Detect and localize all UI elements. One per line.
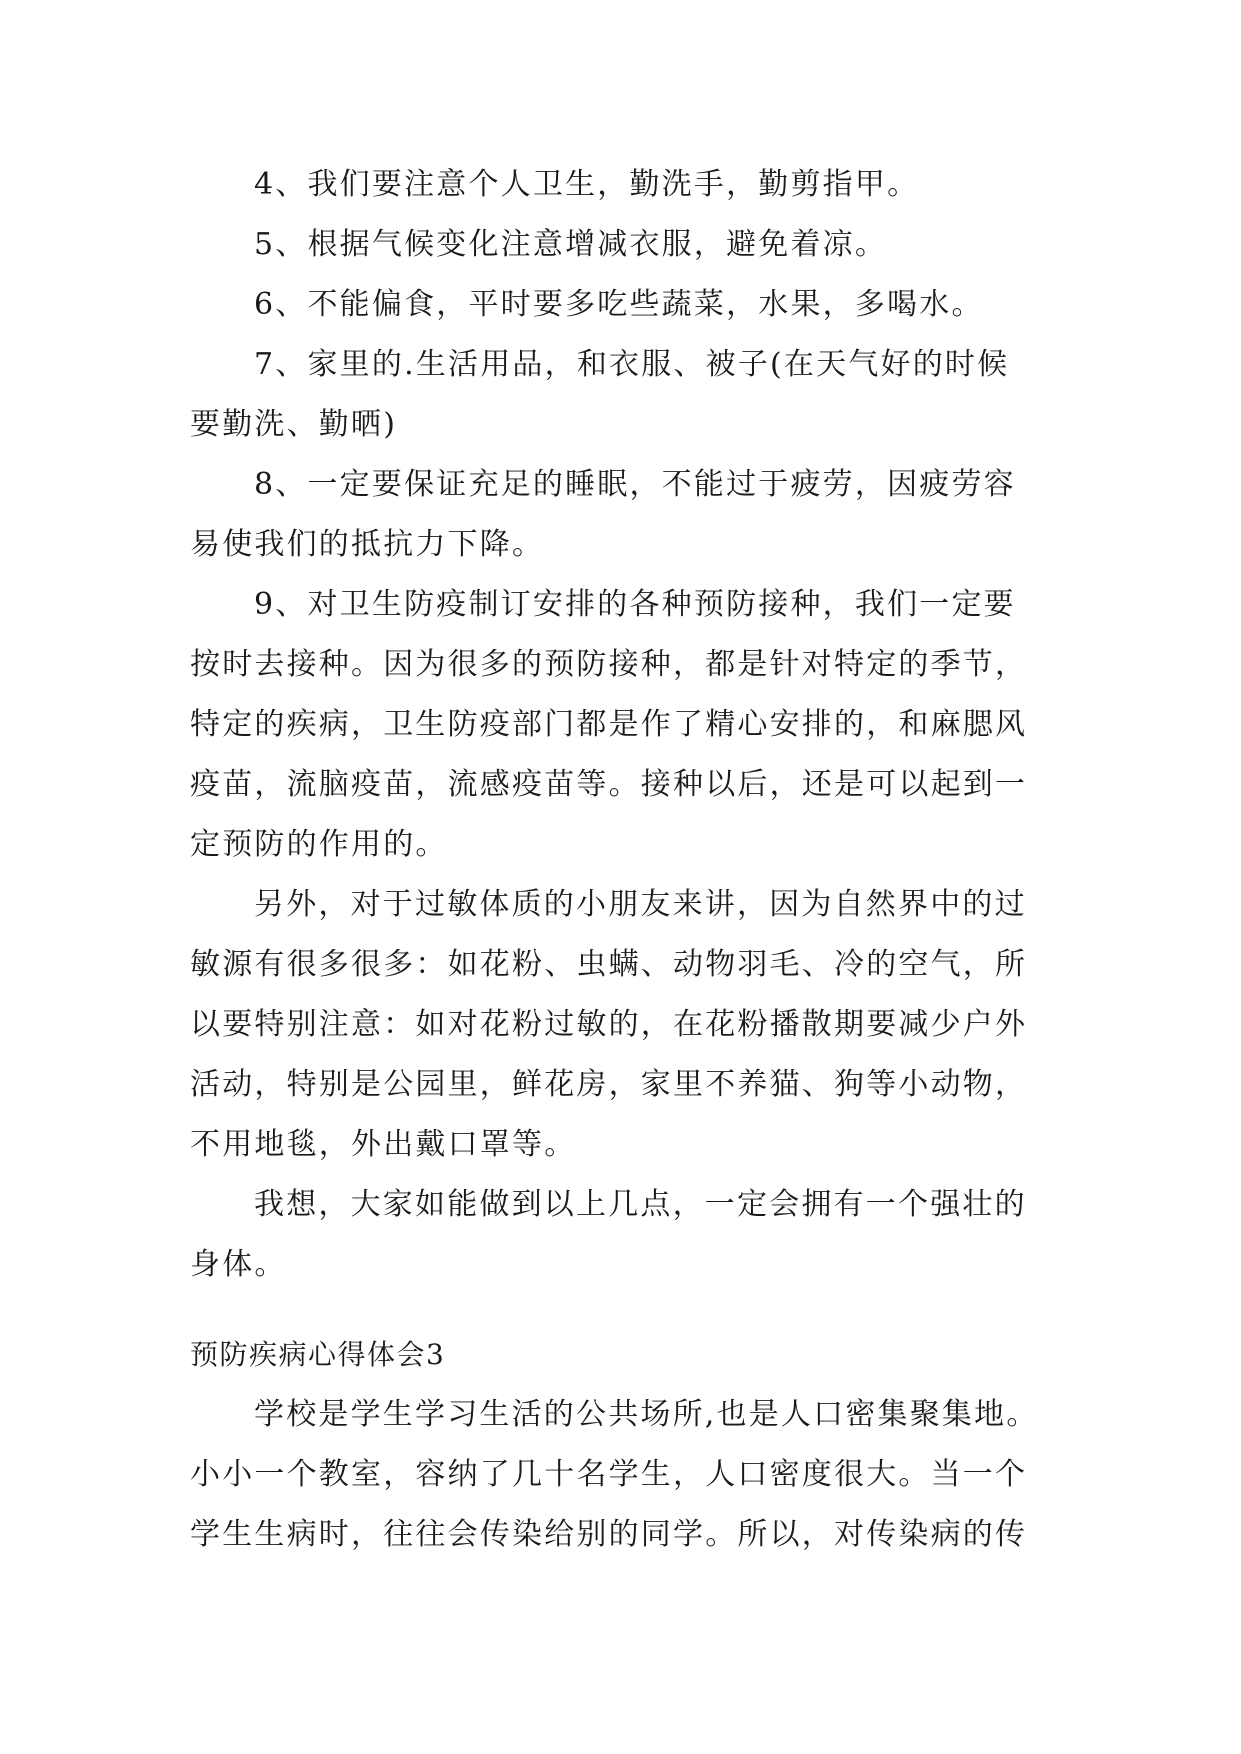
paragraph-line: 敏源有很多很多：如花粉、虫螨、动物羽毛、冷的空气，所 <box>190 947 1028 982</box>
paragraph-line: 8、一定要保证充足的睡眠，不能过于疲劳，因疲劳容 <box>254 467 1016 502</box>
paragraph-line: 7、家里的.生活用品，和衣服、被子(在天气好的时候 <box>254 347 1010 382</box>
paragraph-line: 我想，大家如能做到以上几点，一定会拥有一个强壮的 <box>254 1187 1027 1222</box>
paragraph-line: 6、不能偏食，平时要多吃些蔬菜，水果，多喝水。 <box>254 287 984 322</box>
paragraph-line: 学生生病时，往往会传染给别的同学。所以，对传染病的传 <box>190 1517 1028 1552</box>
paragraph-line: 4、我们要注意个人卫生，勤洗手，勤剪指甲。 <box>254 167 920 202</box>
paragraph-line: 活动，特别是公园里，鲜花房，家里不养猫、狗等小动物， <box>190 1067 1028 1102</box>
paragraph-line: 小小一个教室，容纳了几十名学生，人口密度很大。当一个 <box>190 1457 1028 1492</box>
paragraph-line: 定预防的作用的。 <box>190 827 448 862</box>
paragraph-line: 以要特别注意：如对花粉过敏的，在花粉播散期要减少户外 <box>190 1007 1028 1042</box>
paragraph-line: 不用地毯，外出戴口罩等。 <box>190 1127 577 1162</box>
paragraph-line: 身体。 <box>190 1247 287 1282</box>
paragraph-line: 要勤洗、勤晒) <box>190 407 398 442</box>
paragraph-line: 特定的疾病，卫生防疫部门都是作了精心安排的，和麻腮风 <box>190 707 1028 742</box>
paragraph-line: 易使我们的抵抗力下降。 <box>190 527 545 562</box>
paragraph-line: 另外，对于过敏体质的小朋友来讲，因为自然界中的过 <box>254 887 1027 922</box>
paragraph-line: 按时去接种。因为很多的预防接种，都是针对特定的季节， <box>190 647 1028 682</box>
section-heading: 预防疾病心得体会3 <box>190 1338 446 1371</box>
paragraph-line: 疫苗，流脑疫苗，流感疫苗等。接种以后，还是可以起到一 <box>190 767 1028 802</box>
paragraph-line: 5、根据气候变化注意增减衣服，避免着凉。 <box>254 227 888 262</box>
paragraph-line: 学校是学生学习生活的公共场所,也是人口密集聚集地。 <box>254 1397 1039 1432</box>
paragraph-line: 9、对卫生防疫制订安排的各种预防接种，我们一定要 <box>254 587 1016 622</box>
